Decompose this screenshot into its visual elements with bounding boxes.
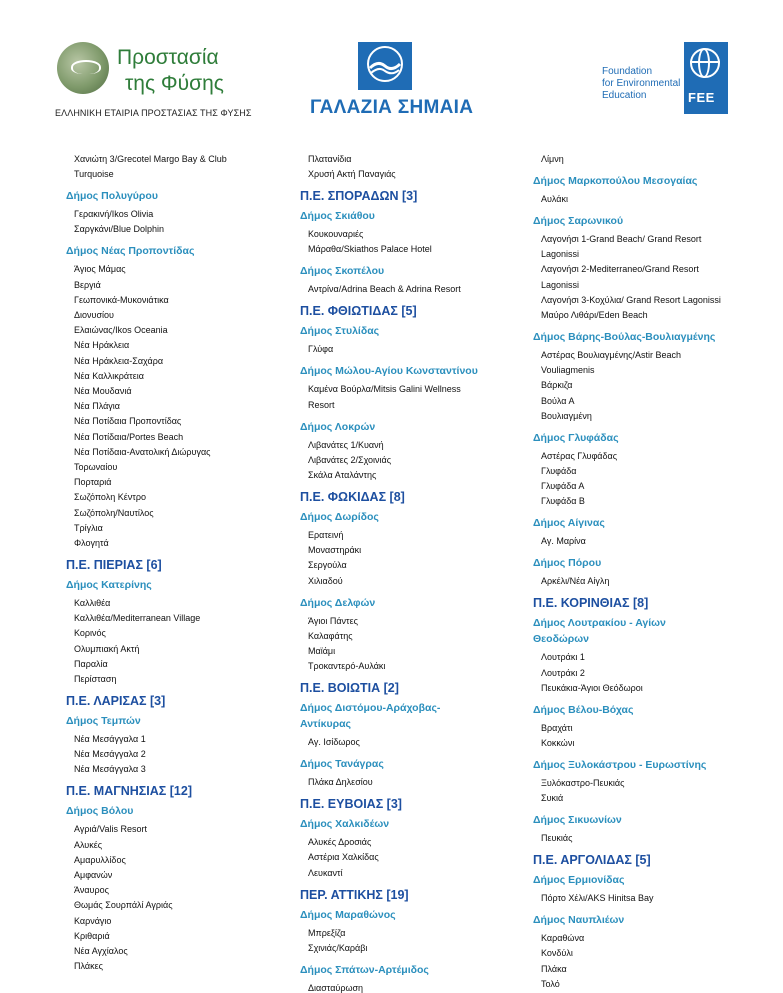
list-item: Νέα Αγχίαλος (74, 946, 128, 956)
list-item: Πλατανίδια (308, 154, 352, 164)
list-item: Πευκάκια-Άγιοι Θεόδωροι (541, 682, 643, 693)
municipality-heading: Αντίκυρας (300, 718, 352, 731)
list-item: Ελαιώνας/Ikos Oceania (74, 325, 168, 336)
list-item: Κορινός (74, 628, 106, 639)
list-item: Πόρτο Χέλι/AKS Hinitsa Bay (541, 893, 654, 904)
fee-logo (600, 42, 730, 118)
municipality-heading: Δήμος Πόρου (533, 557, 602, 570)
list-item: Μοναστηράκι (308, 545, 362, 556)
list-item: Νέα Μεσάγγαλα 3 (74, 764, 146, 775)
municipality-heading: Δήμος Σπάτων-Αρτέμιδος (300, 963, 429, 976)
list-item: Αλυκές Δροσιάς (308, 837, 372, 848)
municipality-heading: Δήμος Σκοπέλου (300, 265, 385, 278)
list-item: Νέα Ποτίδαια Προποντίδας (74, 416, 182, 427)
list-item: Νέα Μεσάγγαλα 2 (74, 749, 146, 760)
list-item: Ερατεινή (308, 530, 344, 540)
list-item: Κουκουναριές (308, 229, 364, 240)
list-item: Πορταριά (74, 477, 112, 488)
logo-left-subtitle: ΕΛΛΗΝΙΚΗ ΕΤΑΙΡΙΑ ΠΡΟΣΤΑΣΙΑΣ ΤΗΣ ΦΥΣΗΣ (55, 108, 252, 118)
list-item: Καλλιθέα/Mediterranean Village (74, 613, 201, 624)
list-item: Vouliagmenis (541, 365, 595, 376)
list-item: Χιλιαδού (308, 575, 343, 586)
list-item: Λουτράκι 1 (541, 652, 585, 663)
list-item: Αντρίνα/Adrina Beach & Adrina Resort (308, 284, 461, 295)
municipality-heading: Δήμος Ερμιονίδας (533, 874, 625, 887)
list-item: Αστέρας Γλυφάδας (541, 450, 618, 461)
list-item: Λίμνη (541, 154, 564, 164)
region-heading: Π.Ε. ΣΠΟΡΑΔΩΝ [3] (300, 189, 418, 204)
fee-text (602, 66, 680, 102)
region-heading: Π.Ε. ΒΟΙΩΤΙΑ [2] (300, 681, 399, 696)
list-item: Νέα Ηράκλεια-Σαχάρα (74, 355, 164, 366)
list-item: Σχινιάς/Καράβι (308, 942, 368, 953)
list-item: Άγιος Μάμας (74, 264, 126, 275)
municipality-heading: Δήμος Τεμπών (66, 715, 141, 727)
list-item: Γεωπονικά-Μυκονιάτικα (74, 294, 169, 305)
list-item: Βουλιαγμένη (541, 410, 592, 421)
list-item: Καλλιθέα (74, 598, 111, 608)
list-item: Μαύρο Λιθάρι/Eden Beach (541, 310, 648, 320)
list-item: Περίσταση (74, 674, 117, 684)
municipality-heading: Δήμος Διστόμου-Αράχοβας- (300, 702, 441, 715)
logo-left-line1: Προστασία (117, 46, 219, 69)
municipality-heading: Δήμος Ξυλοκάστρου - Ευρωστίνης (533, 759, 707, 771)
municipality-heading: Δήμος Στυλίδας (300, 325, 380, 338)
list-item: Αυλάκι (541, 194, 568, 204)
list-item: Turquoise (74, 169, 114, 180)
municipality-heading: Δήμος Γλυφάδας (533, 431, 619, 444)
list-item: Μπρεξίζα (308, 927, 346, 938)
list-item: Τρίγλια (74, 522, 103, 533)
municipality-heading: Δήμος Βόλου (66, 805, 134, 818)
region-heading: Π.Ε. ΦΘΙΩΤΙΔΑΣ [5] (300, 304, 417, 319)
municipality-heading: Δήμος Κατερίνης (66, 579, 152, 591)
list-item: Αγ. Μαρίνα (541, 536, 586, 547)
list-item: Χανιώτη 3/Grecotel Margo Bay & Club (74, 154, 227, 164)
list-item: Lagonissi (541, 249, 580, 260)
list-item: Θωμάς Σουρπάλί Αγριάς (74, 900, 173, 911)
list-item: Διονυσίου (74, 310, 114, 320)
list-item: Κριθαριά (74, 930, 110, 941)
list-item: Κονδύλι (541, 948, 573, 959)
blue-flag-icon (358, 42, 412, 90)
list-item: Νέα Καλλικράτεια (74, 370, 144, 381)
municipality-heading: Δήμος Χαλκιδέων (300, 818, 390, 831)
list-item: Αγ. Ισίδωρος (308, 737, 360, 748)
list-item: Κοκκώνι (541, 738, 575, 748)
list-item: Καλαφάτης (308, 630, 353, 641)
municipality-heading: Θεοδώρων (533, 633, 590, 646)
list-item: Αμαρυλλίδος (74, 854, 126, 865)
region-heading: Π.Ε. ΕΥΒΟΙΑΣ [3] (300, 797, 402, 812)
list-item: Σκάλα Αταλάντης (308, 470, 377, 480)
list-item: Ξυλόκαστρο-Πευκιάς (541, 778, 625, 788)
municipality-heading: Δήμος Σκιάθου (300, 210, 375, 223)
municipality-heading: Δήμος Μώλου-Αγίου Κωνσταντίνου (300, 365, 478, 378)
logo-left-line2: της Φύσης (125, 72, 224, 95)
list-item: Πλάκα (541, 963, 567, 974)
list-item: Αστέρια Χαλκίδας (308, 852, 379, 863)
list-item: Πλάκα Δηλεσίου (308, 777, 373, 788)
list-item: Σαργκάνι/Blue Dolphin (74, 224, 165, 235)
list-item: Μάραθα/Skiathos Palace Hotel (308, 244, 432, 255)
fee-text-line2: for Environmental (602, 78, 681, 89)
region-heading: Π.Ε. ΦΩΚΙΔΑΣ [8] (300, 490, 405, 504)
municipality-heading: Δήμος Νέας Προποντίδας (66, 245, 195, 258)
municipality-heading: Δήμος Μαραθώνος (300, 908, 396, 921)
fee-text-line3: Education (602, 90, 647, 101)
list-item: Λιβανάτες 1/Κυανή (308, 439, 384, 450)
list-item: Νέα Ηράκλεια (74, 340, 130, 351)
list-item: Αμφανών (74, 870, 113, 880)
list-item: Νέα Ποτίδαια-Ανατολική Διώρυγας (74, 446, 211, 457)
region-heading: ΠΕΡ. ΑΤΤΙΚΗΣ [19] (300, 887, 409, 902)
region-heading: Π.Ε. ΛΑΡΙΣΑΣ [3] (66, 694, 166, 708)
seal-emblem-icon (57, 42, 109, 94)
list-item: Αστέρας Βουλιαγμένης/Astir Beach (541, 350, 681, 360)
fee-text-line1: Foundation (602, 66, 653, 77)
list-item: Νέα Ποτίδαια/Portes Beach (74, 431, 184, 442)
region-heading: Π.Ε. ΑΡΓΟΛΙΔΑΣ [5] (533, 853, 651, 868)
list-item: Νέα Μουδανιά (74, 386, 132, 396)
region-heading: Π.Ε. ΚΟΡΙΝΘΙΑΣ [8] (533, 596, 649, 611)
page-header (0, 0, 783, 140)
list-item: Γλυφάδα (541, 466, 577, 476)
list-item: Καρνάγιο (74, 915, 112, 926)
list-item: Γερακινή/Ikos Olivia (74, 209, 154, 220)
list-item: Λαγονήσι 3-Κοχύλια/ Grand Resort Lagonissi (541, 294, 721, 305)
list-item: Βούλα Α (541, 395, 575, 406)
list-item: Λουτράκι 2 (541, 667, 585, 678)
list-item: Πλάκες (74, 961, 103, 972)
municipality-heading: Δήμος Αίγινας (533, 517, 605, 530)
list-item: Τολό (541, 978, 560, 989)
municipality-heading: Δήμος Σικυωνίων (533, 814, 622, 827)
list-item: Λιβανάτες 2/Σχοινιάς (308, 454, 392, 465)
list-item: Λαγονήσι 2-Mediterraneo/Grand Resort (541, 264, 699, 275)
list-item: Βάρκιζα (541, 380, 573, 391)
municipality-heading: Δήμος Βάρης-Βούλας-Βουλιαγμένης (533, 331, 716, 343)
blue-flag-title: ΓΑΛΑΖΙΑ ΣΗΜΑΙΑ (310, 97, 474, 118)
list-item: Σεργούλα (308, 560, 347, 571)
list-item: Λευκαντί (308, 867, 343, 878)
list-item: Νέα Πλάγια (74, 401, 120, 412)
list-item: Βραχάτι (541, 722, 573, 733)
list-item: Λαγονήσι 1-Grand Beach/ Grand Resort (541, 234, 702, 244)
municipality-heading: Δήμος Τανάγρας (300, 758, 384, 771)
region-heading: Π.Ε. ΠΙΕΡΙΑΣ [6] (66, 558, 162, 572)
blue-flag-logo (300, 42, 475, 122)
globe-icon (690, 48, 720, 78)
list-item: Resort (308, 399, 335, 410)
protection-of-nature-logo (55, 40, 255, 122)
municipality-heading: Δήμος Βέλου-Βόχας (533, 703, 634, 716)
list-item: Lagonissi (541, 279, 580, 290)
fee-badge (684, 42, 728, 114)
list-item: Μαϊάμι (308, 646, 336, 656)
list-item: Καμένα Βούρλα/Mitsis Galini Wellness (308, 384, 461, 395)
list-item: Αγριά/Valis Resort (74, 824, 148, 835)
list-item: Διασταύρωση (308, 982, 364, 993)
list-item: Βεργιά (74, 279, 101, 290)
list-item: Άγιοι Πάντες (308, 615, 358, 626)
list-item: Νέα Μεσάγγαλα 1 (74, 734, 146, 744)
municipality-heading: Δήμος Μαρκοπούλου Μεσογαίας (533, 175, 698, 187)
municipality-heading: Δήμος Δωρίδος (300, 511, 379, 523)
list-item: Τροκαντερό-Αυλάκι (308, 661, 386, 672)
list-item: Πευκιάς (541, 833, 573, 844)
list-item: Γλύφα (308, 344, 334, 355)
list-item: Αρκέλι/Νέα Αίγλη (541, 576, 610, 587)
municipality-heading: Δήμος Λοκρών (300, 420, 376, 433)
municipality-heading: Δήμος Σαρωνικού (533, 215, 624, 227)
list-item: Σωζόπολη Κέντρο (74, 492, 146, 503)
fee-badge-label: FEE (688, 90, 715, 105)
list-item: Άναυρος (74, 885, 109, 896)
list-item: Ολυμπιακή Ακτή (74, 643, 140, 654)
list-item: Συκιά (541, 793, 564, 804)
list-item: Αλυκές (74, 839, 103, 850)
list-item: Χρυσή Ακτή Παναγιάς (308, 169, 396, 180)
municipality-heading: Δήμος Πολυγύρου (66, 190, 158, 203)
list-item: Γλυφάδα Β (541, 496, 585, 507)
municipality-heading: Δήμος Λουτρακίου - Αγίων (533, 617, 666, 630)
list-item: Καραθώνα (541, 933, 585, 944)
region-heading: Π.Ε. ΜΑΓΝΗΣΙΑΣ [12] (66, 784, 192, 799)
list-item: Σωζόπολη/Ναυτίλος (74, 507, 154, 518)
list-item: Γλυφάδα Α (541, 481, 585, 492)
municipality-heading: Δήμος Δελφών (300, 596, 376, 609)
municipality-heading: Δήμος Ναυπλιέων (533, 914, 625, 927)
list-item: Τορωναίου (74, 462, 118, 472)
list-item: Παραλία (74, 658, 108, 669)
list-item: Φλογητά (74, 538, 109, 548)
